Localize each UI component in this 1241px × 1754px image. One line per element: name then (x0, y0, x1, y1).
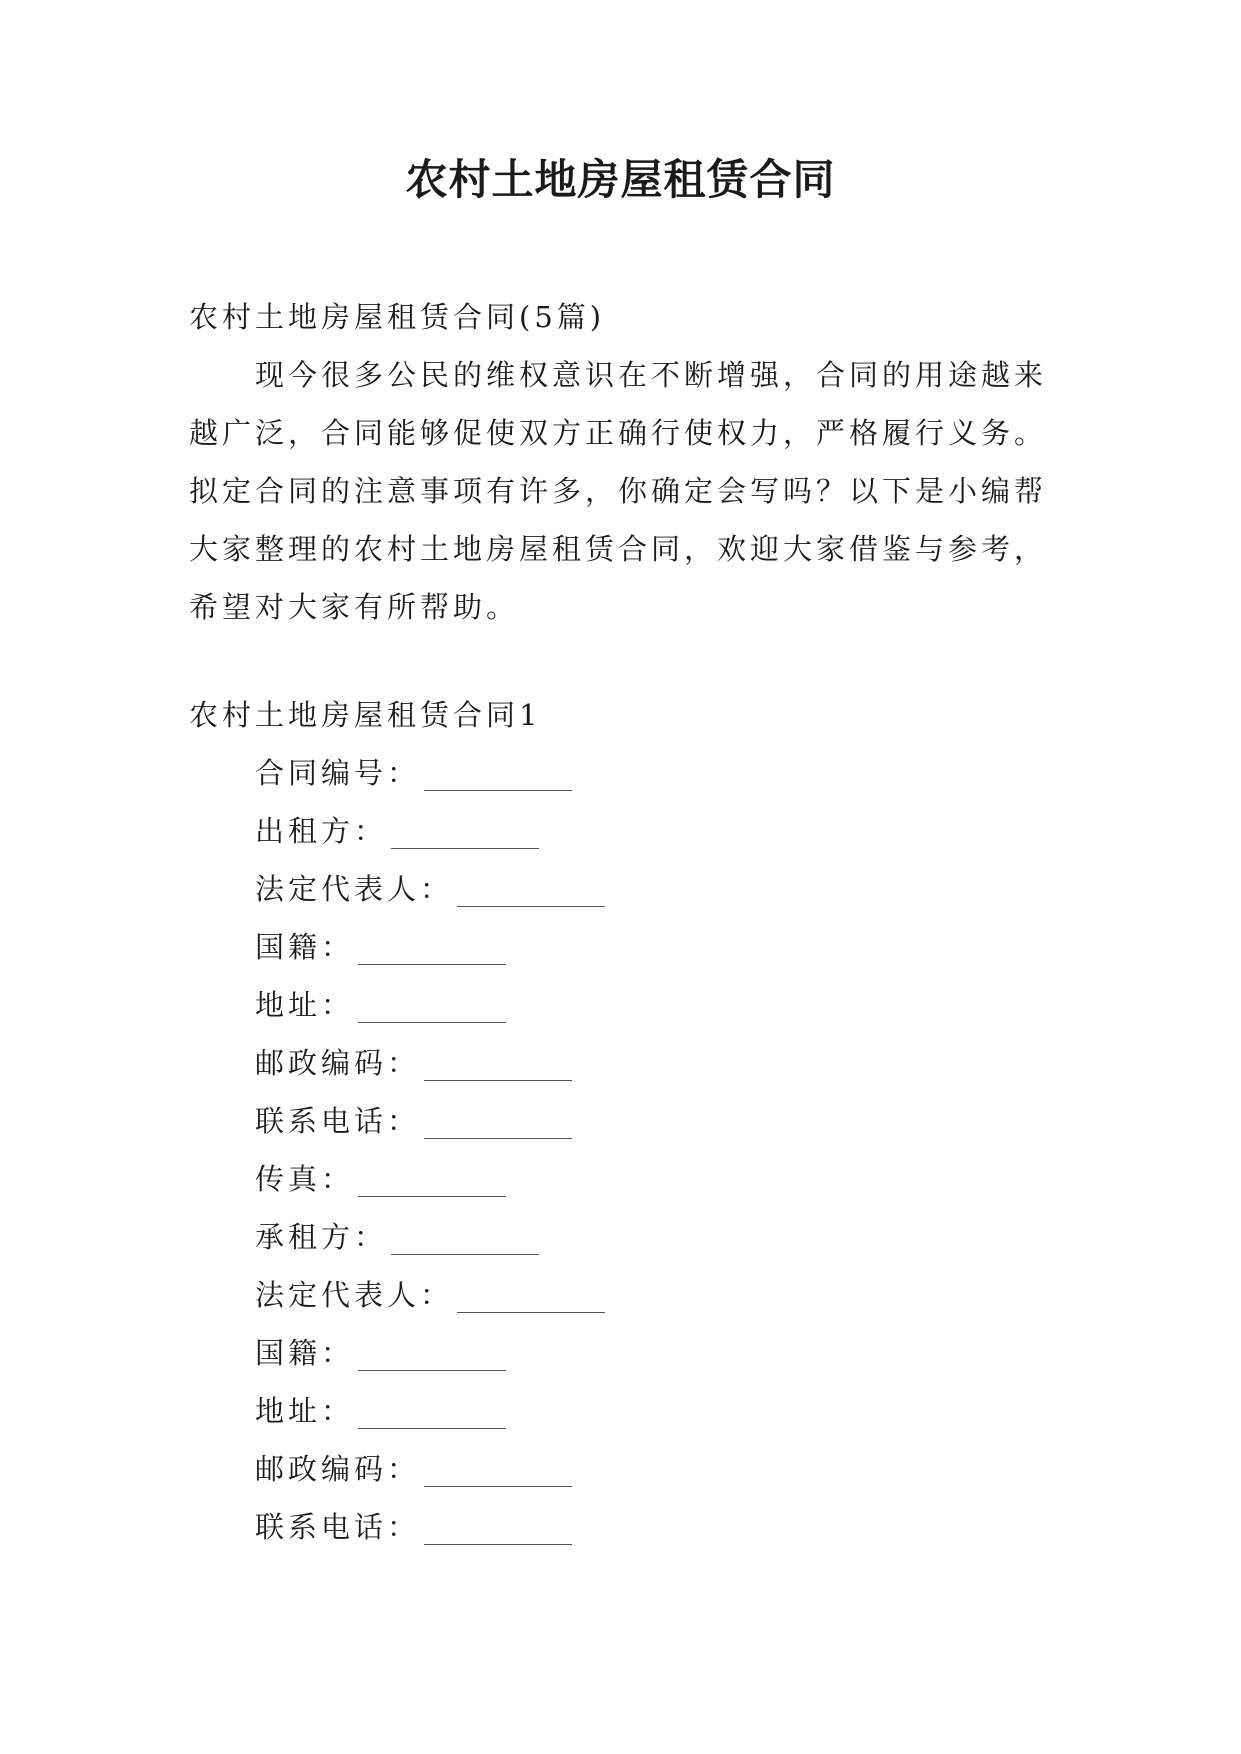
blank-line[interactable] (424, 1078, 572, 1081)
lessor-postcode-field (189, 1034, 1069, 1092)
blank-line[interactable] (391, 846, 539, 849)
section-gap (189, 636, 1069, 686)
blank-line[interactable] (424, 1484, 572, 1487)
intro-line: 大家整理的农村土地房屋租赁合同，欢迎大家借鉴与参考， (189, 532, 1048, 566)
lessor-nationality-field (189, 918, 1069, 976)
blank-line[interactable] (358, 1020, 506, 1023)
document-subtitle: 农村土地房屋租赁合同(5篇) (189, 300, 606, 334)
section-heading: 农村土地房屋租赁合同1 (189, 698, 542, 732)
lessee-legal-rep-field (189, 1266, 1069, 1324)
lessee-nationality-field (189, 1324, 1069, 1382)
field-label: 联系电话： (255, 1104, 421, 1138)
field-label: 国籍： (255, 1336, 355, 1370)
contract-number-field (189, 744, 1069, 802)
lessor-legal-rep-field (189, 860, 1069, 918)
field-label: 传真： (255, 1162, 355, 1196)
field-label: 地址： (255, 988, 355, 1022)
blank-line[interactable] (391, 1252, 539, 1255)
blank-line[interactable] (457, 904, 605, 907)
blank-line[interactable] (424, 1542, 572, 1545)
lessee-field (189, 1208, 1069, 1266)
lessor-phone-field (189, 1092, 1069, 1150)
blank-line[interactable] (358, 1194, 506, 1197)
blank-line[interactable] (358, 1426, 506, 1429)
lessor-field (189, 802, 1069, 860)
lessor-fax-field (189, 1150, 1069, 1208)
field-label: 地址： (255, 1394, 355, 1428)
intro-line: 希望对大家有所帮助。 (189, 590, 520, 624)
intro-line: 越广泛，合同能够促使双方正确行使权力，严格履行义务。 (189, 416, 1048, 450)
blank-line[interactable] (424, 788, 572, 791)
blank-line[interactable] (358, 1368, 506, 1371)
field-label: 法定代表人： (255, 872, 454, 906)
document-title: 农村土地房屋租赁合同 (405, 155, 836, 204)
field-label: 邮政编码： (255, 1046, 421, 1080)
field-label: 联系电话： (255, 1510, 421, 1544)
field-label: 邮政编码： (255, 1452, 421, 1486)
field-label: 出租方： (255, 814, 388, 848)
intro-line: 现今很多公民的维权意识在不断增强，合同的用途越来 (255, 358, 1048, 392)
field-label: 合同编号： (255, 756, 421, 790)
field-label: 承租方： (255, 1220, 388, 1254)
intro-line: 拟定合同的注意事项有许多，你确定会写吗？以下是小编帮 (189, 474, 1048, 508)
lessee-address-field (189, 1382, 1069, 1440)
document-body (189, 288, 1069, 1556)
blank-line[interactable] (457, 1310, 605, 1313)
lessee-postcode-field (189, 1440, 1069, 1498)
blank-line[interactable] (424, 1136, 572, 1139)
blank-line[interactable] (358, 962, 506, 965)
field-label: 法定代表人： (255, 1278, 454, 1312)
lessor-address-field (189, 976, 1069, 1034)
lessee-phone-field (189, 1498, 1069, 1556)
field-label: 国籍： (255, 930, 355, 964)
